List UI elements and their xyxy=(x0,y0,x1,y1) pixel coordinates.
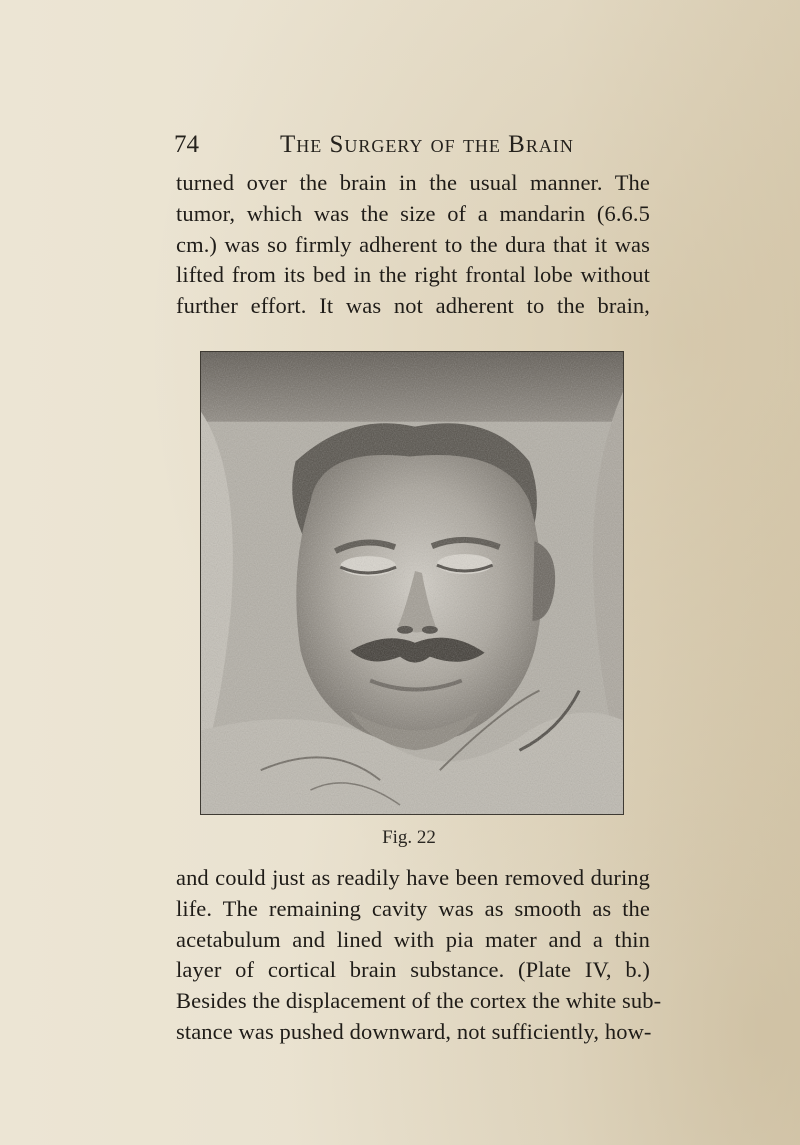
figure-photograph xyxy=(200,351,624,815)
text-line: stance was pushed downward, not sufficiently, how- xyxy=(176,1018,652,1044)
text-line: lifted from its bed in the right frontal lobe without xyxy=(176,262,650,288)
figure-caption: Fig. 22 xyxy=(382,827,436,848)
text-line: cm.) was so firmly adherent to the dura that it was xyxy=(176,231,650,257)
text-line: tumor, which was the size of a mandarin (6.6.5 xyxy=(176,200,650,226)
text-line: turned over the brain in the usual manner. The xyxy=(176,170,650,195)
page-number: 74 xyxy=(174,131,199,158)
text-line: and could just as readily have been removed during xyxy=(176,865,650,890)
text-line: layer of cortical brain substance. (Plate IV, b.) xyxy=(176,957,650,983)
text-line: Besides the displacement of the cortex the white sub- xyxy=(176,988,662,1014)
running-head xyxy=(0,128,800,162)
text-line: acetabulum and lined with pia mater and a thin xyxy=(176,926,650,952)
running-title: The Surgery of the Brain xyxy=(280,131,574,158)
paragraph-bottom xyxy=(176,863,662,1048)
text-line: life. The remaining cavity was as smooth as the xyxy=(176,895,650,921)
text-line: further effort. It was not adherent to the brain, xyxy=(176,293,650,319)
paragraph-top xyxy=(176,168,650,322)
patient-face-photograph-icon xyxy=(201,352,623,814)
